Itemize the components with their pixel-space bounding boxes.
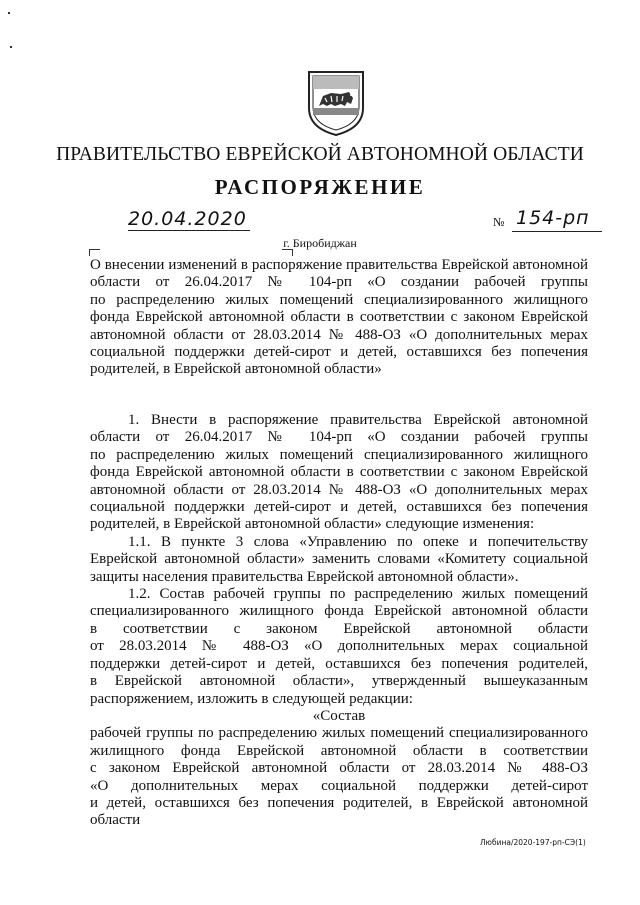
number-underline [512,231,602,232]
scan-speck [10,46,12,48]
subject-line: области от 26.04.2017 № 104-рп «О создании рабочей группы [90,274,588,291]
document-type-title: РАСПОРЯЖЕНИЕ [214,175,426,199]
body-line: и детей, оставшихся без попечения родителей, в Еврейской автономной [90,794,588,811]
body-line: защиты населения правительства Еврейской автономной области». [90,568,519,585]
body-line: области [90,812,141,829]
city-label: г. Биробиджан [283,236,357,250]
body-line: 1.1. В пункте 3 слова «Управлению по опеке и попечительству [128,533,588,550]
subject-line: социальной поддержки детей-сирот и детей, оставшихся без попечения [90,344,588,361]
coat-of-arms-emblem [305,68,367,138]
subject-line: фонда Еврейской автономной области в соответствии с законом Еврейской [90,309,588,326]
handwritten-number: 154-рп [516,207,590,229]
body-line: поддержки детей-сирот и детей, оставшихся без попечения родителей, [90,655,588,672]
body-line: рабочей группы по распределению жилых помещений специализированного [90,725,588,742]
body-line: от 28.03.2014 № 488-ОЗ «О дополнительных мерах социальной [90,638,588,655]
body-line: распоряжением, изложить в следующей редакции: [90,690,413,707]
body-line: 1. Внести в распоряжение правительства Еврейской автономной [128,412,588,428]
body-line: Еврейской автономной области» заменить словами «Комитету социальной [90,551,588,568]
document-subject [90,257,588,379]
body-line: фонда Еврейской автономной области в соответствии с законом Еврейской [90,464,588,481]
subject-line: автономной области от 28.03.2014 № 488-ОЗ «О дополнительных мерах [90,326,588,343]
document-body [90,412,588,830]
handwritten-date: 20.04.2020 [128,208,247,230]
body-line: в соответствии с законом Еврейской автономной области [90,620,588,637]
footer-code: Любина/2020-197-рп-СЭ(1) [480,838,586,847]
body-line: 1.2. Состав рабочей группы по распределению жилых помещений [128,586,588,603]
subject-line: родителей, в Еврейской автономной области» [90,361,382,378]
government-heading: ПРАВИТЕЛЬСТВО ЕВРЕЙСКОЙ АВТОНОМНОЙ ОБЛАСТИ [56,144,584,165]
corner-mark-left [89,249,100,256]
subject-line: О внесении изменений в распоряжение правительства Еврейской автономной [90,257,588,273]
composition-heading: «Состав [312,707,366,724]
date-underline [128,230,250,231]
body-line: с законом Еврейской автономной области от 28.03.2014 № 488-ОЗ [90,760,588,777]
subject-line: по распределению жилых помещений специализированного жилищного [90,291,588,308]
body-line: социальной поддержки детей-сирот и детей, оставшихся без попечения [90,499,588,516]
number-prefix: № [493,215,505,229]
body-line: «О дополнительных мерах социальной поддержки детей-сирот [90,777,588,794]
scan-speck [8,12,10,14]
corner-mark-right [282,249,293,256]
body-line: области от 26.04.2017 № 104-рп «О создании рабочей группы [90,429,588,446]
body-line: автономной области от 28.03.2014 № 488-ОЗ «О дополнительных мерах [90,481,588,498]
body-line: по распределению жилых помещений специализированного жилищного [90,446,588,463]
body-line: жилищного фонда Еврейской автономной области в соответствии [90,742,588,759]
body-line: родителей, в Еврейской автономной области» следующие изменения: [90,516,535,533]
body-line: в Еврейской автономной области», утвержденный вышеуказанным [90,673,588,690]
body-line: специализированного жилищного фонда Еврейской автономной области [90,603,588,620]
